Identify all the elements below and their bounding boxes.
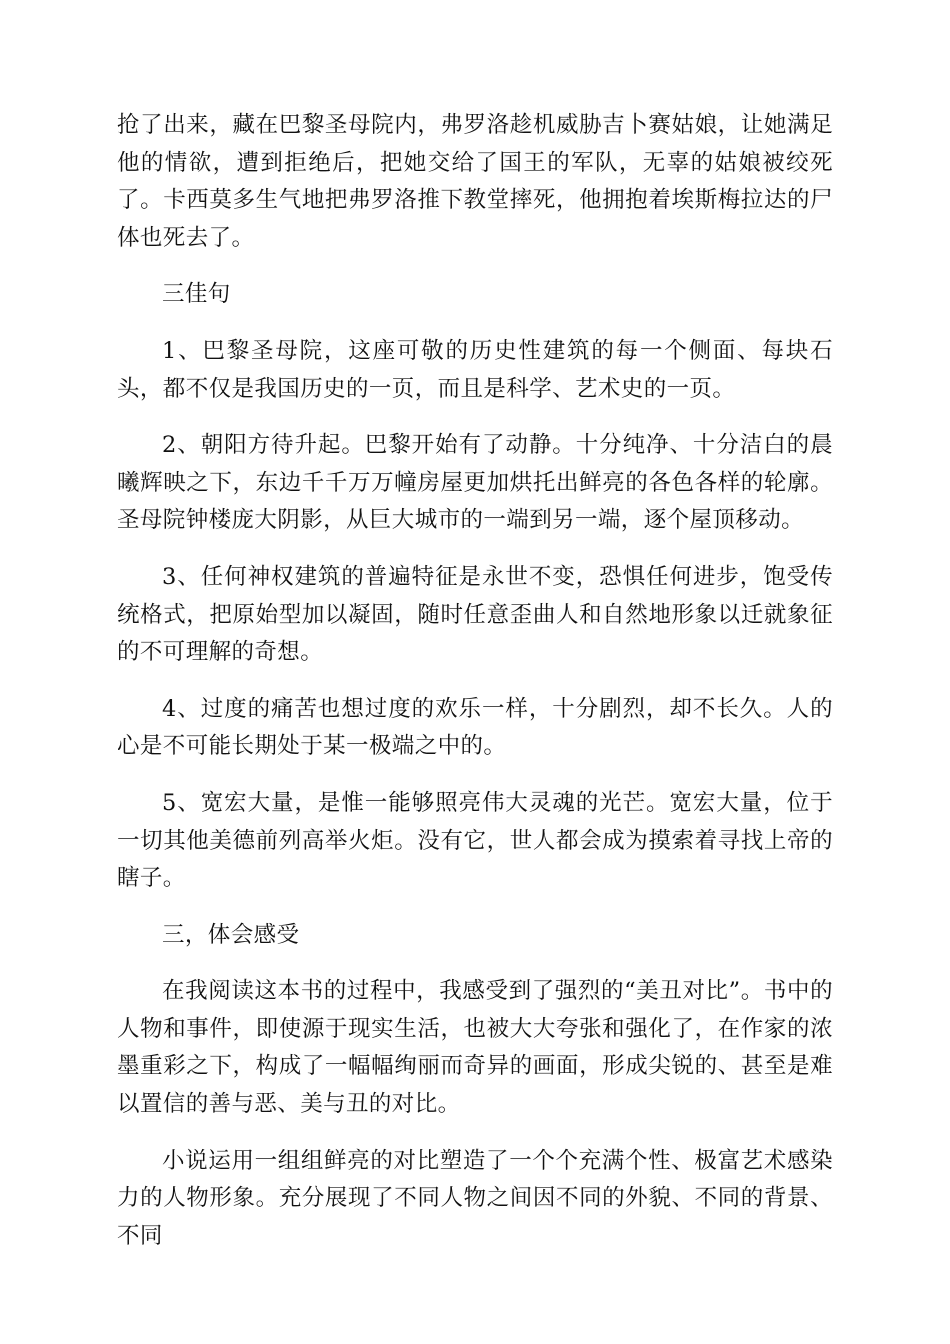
quote-1: 1、巴黎圣母院，这座可敬的历史性建筑的每一个侧面、每块石头，都不仅是我国历史的一页，而且是科学、艺术史的一页。 — [117, 337, 833, 402]
section-heading-quotes: 三佳句 — [162, 281, 231, 308]
quote-3: 3、任何神权建筑的普遍特征是永世不变，恐惧任何进步，饱受传统格式，把原始型加以凝固，随时任意歪曲人和自然地形象以迁就象征的不可理解的奇想。 — [117, 563, 833, 666]
reflection-paragraph-2: 小说运用一组组鲜亮的对比塑造了一个个充满个性、极富艺术感染力的人物形象。充分展现了不同人物之间因不同的外貌、不同的背景、不同 — [117, 1147, 833, 1249]
quote-2: 2、朝阳方待升起。巴黎开始有了动静。十分纯净、十分洁白的晨曦辉映之下，东边千千万万幢房屋更加烘托出鲜亮的各色各样的轮廓。圣母院钟楼庞大阴影，从巨大城市的一端到另一端，逐个屋顶移动。 — [117, 432, 833, 534]
section-heading-reflection: 三，体会感受 — [162, 921, 300, 948]
reflection-paragraph-1: 在我阅读这本书的过程中，我感受到了强烈的“美丑对比”。书中的人物和事件，即使源于现实生活，也被大大夸张和强化了，在作家的浓墨重彩之下，构成了一幅幅绚丽而奇异的画面，形成尖锐的、甚至是难以置信的善与恶、美与丑的对比。 — [117, 978, 833, 1118]
document-page — [117, 107, 833, 1274]
quote-4: 4、过度的痛苦也想过度的欢乐一样，十分剧烈，却不长久。人的心是不可能长期处于某一极端之中的。 — [117, 695, 833, 760]
quote-5: 5、宽宏大量，是惟一能够照亮伟大灵魂的光芒。宽宏大量，位于一切其他美德前列高举火炬。没有它，世人都会成为摸索着寻找上帝的瞎子。 — [117, 789, 833, 892]
paragraph-continuation: 抢了出来，藏在巴黎圣母院内，弗罗洛趁机威胁吉卜赛姑娘，让她满足他的情欲，遭到拒绝后，把她交给了国王的军队，无辜的姑娘被绞死了。卡西莫多生气地把弗罗洛推下教堂摔死，他拥抱着埃斯梅拉达的尸体也死去了。 — [117, 112, 833, 251]
